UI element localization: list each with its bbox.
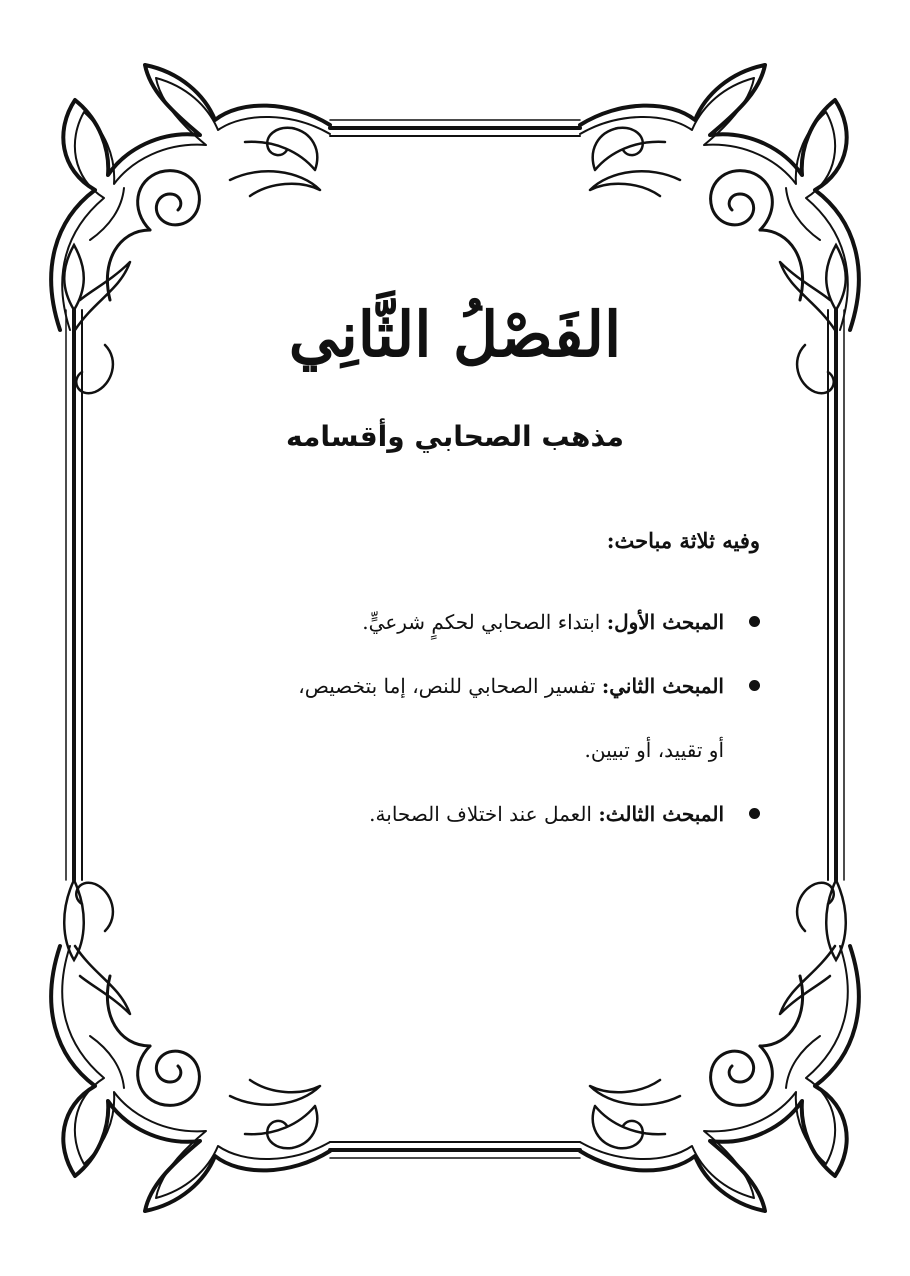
chapter-subtitle: مذهب الصحابي وأقسامه	[286, 420, 624, 453]
corner-ornament-bottom-right-icon	[580, 883, 859, 1211]
list-item	[130, 590, 760, 654]
topics-list	[130, 590, 760, 846]
topic-label: المبحث الثالث:	[598, 802, 724, 826]
corner-ornament-bottom-left-icon	[51, 883, 330, 1211]
topics-intro: وفيه ثلاثة مباحث:	[606, 528, 760, 553]
bullet-icon	[749, 680, 760, 691]
topic-label: المبحث الثاني:	[601, 674, 724, 698]
topic-text-continuation: أو تقييد، أو تبيين.	[584, 738, 724, 762]
list-item	[130, 782, 760, 846]
topic-text: ابتداء الصحابي لحكمٍ شرعيٍّ.	[362, 610, 607, 634]
chapter-content	[150, 290, 760, 890]
topic-text: العمل عند اختلاف الصحابة.	[369, 802, 599, 826]
topic-label: المبحث الأول:	[606, 610, 724, 634]
bullet-icon	[749, 616, 760, 627]
list-item	[130, 654, 760, 782]
bullet-icon	[749, 808, 760, 819]
topic-text: تفسير الصحابي للنص، إما بتخصيص،	[298, 674, 602, 698]
chapter-title: الفَصْلُ الثَّانِي	[288, 298, 622, 371]
